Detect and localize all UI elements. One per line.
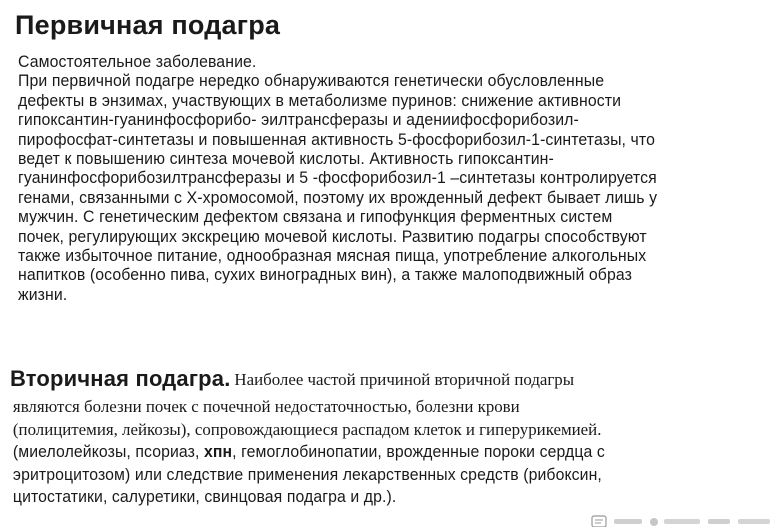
secondary-gout-heading: Вторичная подагра. bbox=[10, 366, 231, 391]
primary-gout-heading: Первичная подагра bbox=[15, 10, 281, 40]
body-line bbox=[10, 441, 752, 464]
text-span: , гемоглобинопатии, врожденные пороки сердца с bbox=[232, 443, 605, 461]
watermark-icon bbox=[590, 513, 775, 527]
body-line: гуанинфосфорибозилтрансферазы и 5 -фосфорибозил-1 –синтетазы контролируется bbox=[18, 169, 657, 188]
body-line: пирофосфат-синтетазы и повышенная активность 5-фосфорибозил-1-синтетазы, что bbox=[18, 130, 656, 149]
bold-term: хпн bbox=[203, 443, 233, 461]
text-span: (миелолейкозы, псориаз, bbox=[12, 443, 204, 461]
secondary-gout-section bbox=[10, 366, 770, 509]
body-line: (полицитемия, лейкозы), сопровождающиеся распадом клеток и гиперурикемией. bbox=[12, 419, 602, 439]
primary-gout-body bbox=[18, 53, 768, 305]
body-line: жизни. bbox=[18, 285, 68, 304]
body-line: также избыточное питание, однообразная мясная пища, употребление алкогольных bbox=[18, 246, 647, 265]
body-line: эритроцитозом) или следствие применения лекарственных средств (рибоксин, bbox=[12, 465, 602, 484]
body-line: цитостатики, салуретики, свинцовая подагра и др.). bbox=[12, 488, 397, 506]
body-line: почек, регулирующих экскрецию мочевой кислоты. Развитию подагры способствуют bbox=[18, 227, 647, 246]
body-line: генами, связанными с Х-хромосомой, поэтому их врожденный дефект бывает лишь у bbox=[18, 188, 658, 207]
body-line: дефекты в энзимах, участвующих в метаболизме пуринов: снижение активности bbox=[18, 91, 622, 110]
body-line: являются болезни почек с почечной недостаточностью, болезни крови bbox=[12, 397, 520, 416]
body-line: ведет к повышению синтеза мочевой кислоты. Активность гипоксантин- bbox=[18, 149, 554, 168]
body-line: Самостоятельное заболевание. bbox=[18, 53, 257, 71]
body-line: напитков (особенно пива, сухих виноградных вин), а также малоподвижный образ bbox=[18, 266, 632, 285]
body-line: При первичной подагре нередко обнаруживаются генетически обусловленные bbox=[18, 72, 605, 91]
secondary-heading-line bbox=[10, 366, 752, 396]
body-line: мужчин. С генетическим дефектом связана и гипофункция ферментных систем bbox=[18, 208, 613, 227]
body-line: гипоксантин-гуанинфосфорибо- эилтрансферазы и адениифосфорибозил- bbox=[18, 111, 579, 130]
secondary-lead-text: Наиболее частой причиной вторичной подагры bbox=[234, 370, 575, 389]
